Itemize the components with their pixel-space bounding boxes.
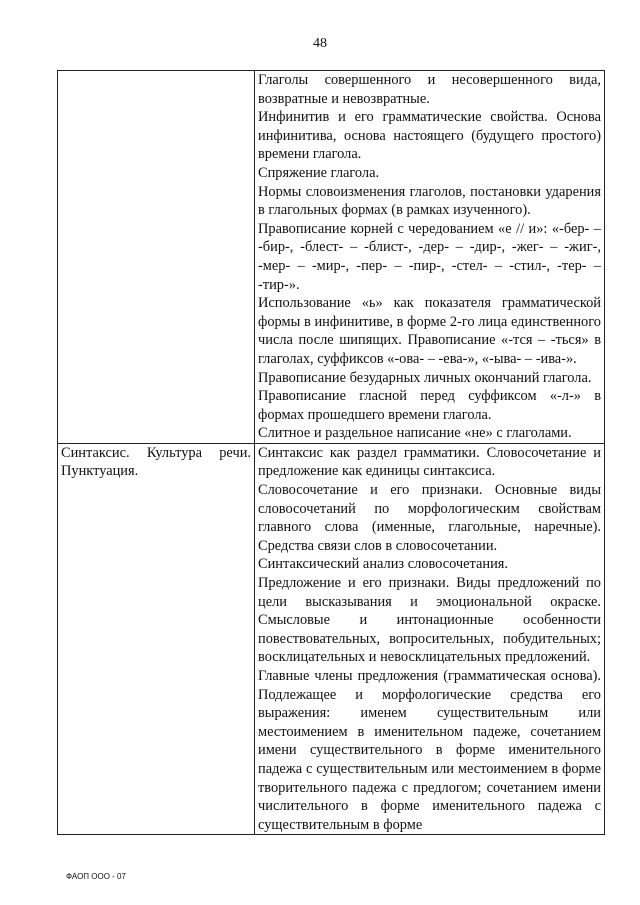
topic-cell: Синтаксис. Культура речи. Пунктуация. [58,443,255,834]
content-paragraph: Использование «ь» как показателя грамматической формы в инфинитиве, в форме 2-го лица единственного числа после шипящих. Правописание «-тся – -ться» в глаголах, суффиксов «-ова- – -ева-», «-ыва- – -ива-». [258,295,601,367]
table-body [58,71,605,835]
content-paragraph: Нормы словоизменения глаголов, постановки ударения в глагольных формах (в рамках изученного). [258,183,601,219]
content-cell [255,443,605,834]
content-paragraph: Синтаксический анализ словосочетания. [258,556,509,573]
content-paragraph: Словосочетание и его признаки. Основные виды словосочетаний по морфологическим свойствам главного слова (именные, глагольные, наречные). Средства связи слов в словосочетании. [258,482,601,554]
footer-code: ФАОП ООО - 07 [66,872,126,881]
page-number: 48 [313,36,327,51]
content-paragraph: Правописание гласной перед суффиксом «-л-» в формах прошедшего времени глагола. [258,388,601,423]
content-paragraph: Спряжение глагола. [258,164,380,181]
table-row [58,443,605,834]
content-paragraph: Правописание корней с чередованием «е // и»: «-бер- – -бир-, -блест- – -блист-, -дер- – -дир-, -жег- – -жиг-, -мер- – -мир-, -пер- – -пир-, -стел- – -стил-, -тер- – -тир-». [258,220,601,293]
content-paragraph: Глаголы совершенного и несовершенного вида, возвратные и невозвратные. [258,72,601,107]
topic-cell [58,71,255,444]
content-paragraph: Предложение и его признаки. Виды предложений по цели высказывания и эмоциональной окраске. Смысловые и интонационные особенности повествовательных, вопросительных, побудительных; восклицательных и невосклицательных предложений. [258,575,601,666]
content-paragraph: Инфинитив и его грамматические свойства. Основа инфинитива, основа настоящего (будущего простого) времени глагола. [258,109,601,163]
table-row [58,71,605,444]
content-paragraph: Правописание безударных личных окончаний глагола. [258,369,592,386]
content-paragraph: Главные члены предложения (грамматическая основа). Подлежащее и морфологические средства его выражения: именем существительным или местоимением в именительном падеже, сочетанием имени существительного в форме именительного падежа с существительным или местоимением в форме творительного падежа с предлогом; сочетанием имени числительного в форме именительного падежа с существительным в форме [258,668,601,833]
content-paragraph: Слитное и раздельное написание «не» с глаголами. [258,425,572,442]
curriculum-table [57,70,605,835]
content-paragraph: Синтаксис как раздел грамматики. Словосочетание и предложение как единицы синтаксиса. [258,444,601,480]
content-cell [255,71,605,444]
